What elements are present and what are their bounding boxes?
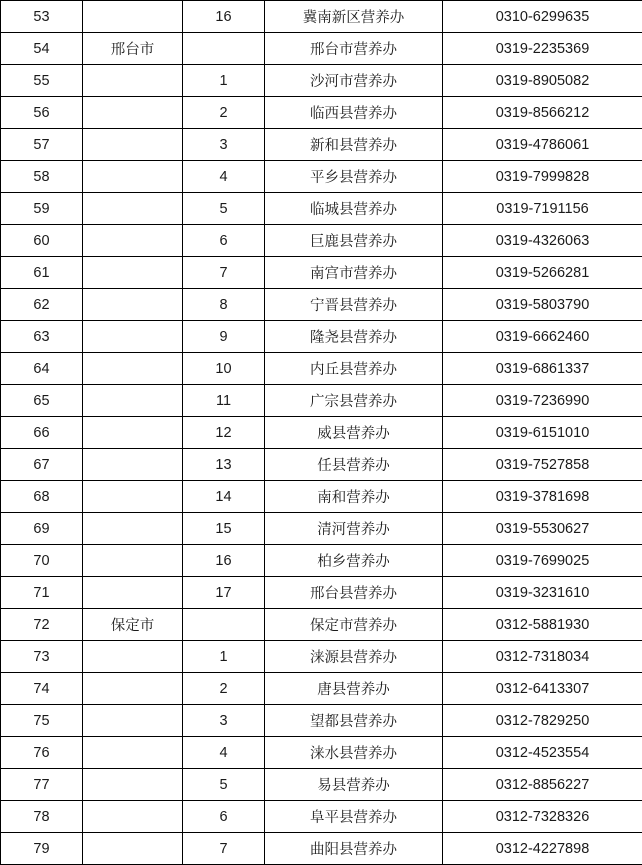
cell-city	[83, 193, 183, 225]
cell-organization: 唐县营养办	[265, 673, 443, 705]
cell-organization: 平乡县营养办	[265, 161, 443, 193]
table-body	[1, 1, 642, 865]
table-row	[1, 289, 642, 321]
cell-city	[83, 801, 183, 833]
cell-city	[83, 705, 183, 737]
cell-phone: 0312-6413307	[443, 673, 642, 705]
cell-index: 74	[1, 673, 83, 705]
cell-city	[83, 513, 183, 545]
table-row	[1, 321, 642, 353]
cell-organization: 任县营养办	[265, 449, 443, 481]
cell-number: 2	[183, 97, 265, 129]
cell-phone: 0319-4326063	[443, 225, 642, 257]
cell-index: 78	[1, 801, 83, 833]
cell-phone: 0319-6151010	[443, 417, 642, 449]
cell-phone: 0312-4227898	[443, 833, 642, 865]
cell-city: 邢台市	[83, 33, 183, 65]
cell-phone: 0319-3231610	[443, 577, 642, 609]
cell-phone: 0319-7236990	[443, 385, 642, 417]
cell-number: 6	[183, 801, 265, 833]
cell-phone: 0319-2235369	[443, 33, 642, 65]
table-row	[1, 129, 642, 161]
table-row	[1, 673, 642, 705]
cell-index: 57	[1, 129, 83, 161]
cell-organization: 望都县营养办	[265, 705, 443, 737]
table-row	[1, 193, 642, 225]
cell-city	[83, 225, 183, 257]
cell-index: 75	[1, 705, 83, 737]
cell-index: 72	[1, 609, 83, 641]
cell-phone: 0319-5266281	[443, 257, 642, 289]
table-row	[1, 833, 642, 865]
cell-index: 69	[1, 513, 83, 545]
cell-number: 3	[183, 705, 265, 737]
cell-organization: 内丘县营养办	[265, 353, 443, 385]
table-row	[1, 65, 642, 97]
cell-city	[83, 289, 183, 321]
cell-index: 53	[1, 1, 83, 33]
cell-organization: 柏乡营养办	[265, 545, 443, 577]
table-row	[1, 385, 642, 417]
table-row	[1, 33, 642, 65]
cell-city	[83, 769, 183, 801]
cell-phone: 0319-6861337	[443, 353, 642, 385]
table-row	[1, 97, 642, 129]
cell-index: 73	[1, 641, 83, 673]
cell-city	[83, 257, 183, 289]
cell-index: 76	[1, 737, 83, 769]
cell-organization: 南和营养办	[265, 481, 443, 513]
cell-city	[83, 353, 183, 385]
cell-phone: 0312-5881930	[443, 609, 642, 641]
cell-phone: 0319-5530627	[443, 513, 642, 545]
cell-organization: 威县营养办	[265, 417, 443, 449]
cell-phone: 0319-7699025	[443, 545, 642, 577]
cell-number: 4	[183, 737, 265, 769]
cell-number: 13	[183, 449, 265, 481]
cell-city	[83, 97, 183, 129]
cell-number: 12	[183, 417, 265, 449]
table-row	[1, 513, 642, 545]
cell-city	[83, 65, 183, 97]
cell-number: 9	[183, 321, 265, 353]
cell-city	[83, 577, 183, 609]
cell-phone: 0312-8856227	[443, 769, 642, 801]
cell-city	[83, 417, 183, 449]
cell-organization: 邢台县营养办	[265, 577, 443, 609]
table-row	[1, 769, 642, 801]
cell-city	[83, 385, 183, 417]
cell-index: 67	[1, 449, 83, 481]
table-row	[1, 1, 642, 33]
cell-number: 14	[183, 481, 265, 513]
cell-phone: 0319-7527858	[443, 449, 642, 481]
table-row	[1, 225, 642, 257]
table-row	[1, 161, 642, 193]
cell-city	[83, 737, 183, 769]
table-row	[1, 545, 642, 577]
cell-index: 77	[1, 769, 83, 801]
cell-organization: 隆尧县营养办	[265, 321, 443, 353]
cell-organization: 曲阳县营养办	[265, 833, 443, 865]
cell-city	[83, 481, 183, 513]
cell-index: 64	[1, 353, 83, 385]
table-row	[1, 801, 642, 833]
cell-index: 62	[1, 289, 83, 321]
cell-city	[83, 449, 183, 481]
cell-number: 7	[183, 833, 265, 865]
cell-number: 10	[183, 353, 265, 385]
cell-index: 70	[1, 545, 83, 577]
cell-phone: 0312-7328326	[443, 801, 642, 833]
cell-index: 59	[1, 193, 83, 225]
cell-number: 1	[183, 641, 265, 673]
cell-phone: 0310-6299635	[443, 1, 642, 33]
table-row	[1, 577, 642, 609]
cell-phone: 0319-3781698	[443, 481, 642, 513]
cell-index: 63	[1, 321, 83, 353]
cell-index: 65	[1, 385, 83, 417]
cell-number: 16	[183, 545, 265, 577]
cell-organization: 保定市营养办	[265, 609, 443, 641]
cell-phone: 0319-6662460	[443, 321, 642, 353]
table-row	[1, 609, 642, 641]
cell-organization: 临城县营养办	[265, 193, 443, 225]
cell-index: 55	[1, 65, 83, 97]
table-row	[1, 705, 642, 737]
cell-index: 54	[1, 33, 83, 65]
cell-city	[83, 641, 183, 673]
cell-number: 15	[183, 513, 265, 545]
cell-organization: 邢台市营养办	[265, 33, 443, 65]
cell-organization: 临西县营养办	[265, 97, 443, 129]
cell-number: 6	[183, 225, 265, 257]
cell-phone: 0312-7318034	[443, 641, 642, 673]
cell-number: 16	[183, 1, 265, 33]
cell-number: 8	[183, 289, 265, 321]
cell-city	[83, 129, 183, 161]
cell-index: 68	[1, 481, 83, 513]
cell-index: 79	[1, 833, 83, 865]
table-row	[1, 353, 642, 385]
cell-index: 60	[1, 225, 83, 257]
cell-city	[83, 833, 183, 865]
cell-organization: 新和县营养办	[265, 129, 443, 161]
cell-organization: 沙河市营养办	[265, 65, 443, 97]
cell-index: 58	[1, 161, 83, 193]
cell-phone: 0312-7829250	[443, 705, 642, 737]
cell-city	[83, 1, 183, 33]
cell-index: 56	[1, 97, 83, 129]
cell-phone: 0319-7999828	[443, 161, 642, 193]
cell-number: 1	[183, 65, 265, 97]
cell-city: 保定市	[83, 609, 183, 641]
table-row	[1, 417, 642, 449]
cell-city	[83, 161, 183, 193]
table-row	[1, 481, 642, 513]
cell-city	[83, 545, 183, 577]
cell-index: 66	[1, 417, 83, 449]
cell-number: 11	[183, 385, 265, 417]
cell-phone: 0319-8566212	[443, 97, 642, 129]
cell-number	[183, 33, 265, 65]
cell-phone: 0319-7191156	[443, 193, 642, 225]
cell-organization: 宁晋县营养办	[265, 289, 443, 321]
cell-number: 4	[183, 161, 265, 193]
cell-phone: 0319-5803790	[443, 289, 642, 321]
cell-number: 2	[183, 673, 265, 705]
cell-number: 5	[183, 769, 265, 801]
cell-number: 5	[183, 193, 265, 225]
cell-organization: 涞水县营养办	[265, 737, 443, 769]
cell-phone: 0319-8905082	[443, 65, 642, 97]
table-row	[1, 641, 642, 673]
cell-organization: 巨鹿县营养办	[265, 225, 443, 257]
cell-organization: 易县营养办	[265, 769, 443, 801]
cell-organization: 南宫市营养办	[265, 257, 443, 289]
cell-index: 61	[1, 257, 83, 289]
cell-organization: 广宗县营养办	[265, 385, 443, 417]
cell-number	[183, 609, 265, 641]
cell-organization: 冀南新区营养办	[265, 1, 443, 33]
cell-index: 71	[1, 577, 83, 609]
cell-phone: 0319-4786061	[443, 129, 642, 161]
table-row	[1, 257, 642, 289]
cell-number: 3	[183, 129, 265, 161]
cell-number: 7	[183, 257, 265, 289]
cell-organization: 涞源县营养办	[265, 641, 443, 673]
cell-organization: 清河营养办	[265, 513, 443, 545]
cell-organization: 阜平县营养办	[265, 801, 443, 833]
cell-phone: 0312-4523554	[443, 737, 642, 769]
table-row	[1, 449, 642, 481]
cell-city	[83, 321, 183, 353]
table-row	[1, 737, 642, 769]
cell-number: 17	[183, 577, 265, 609]
cell-city	[83, 673, 183, 705]
